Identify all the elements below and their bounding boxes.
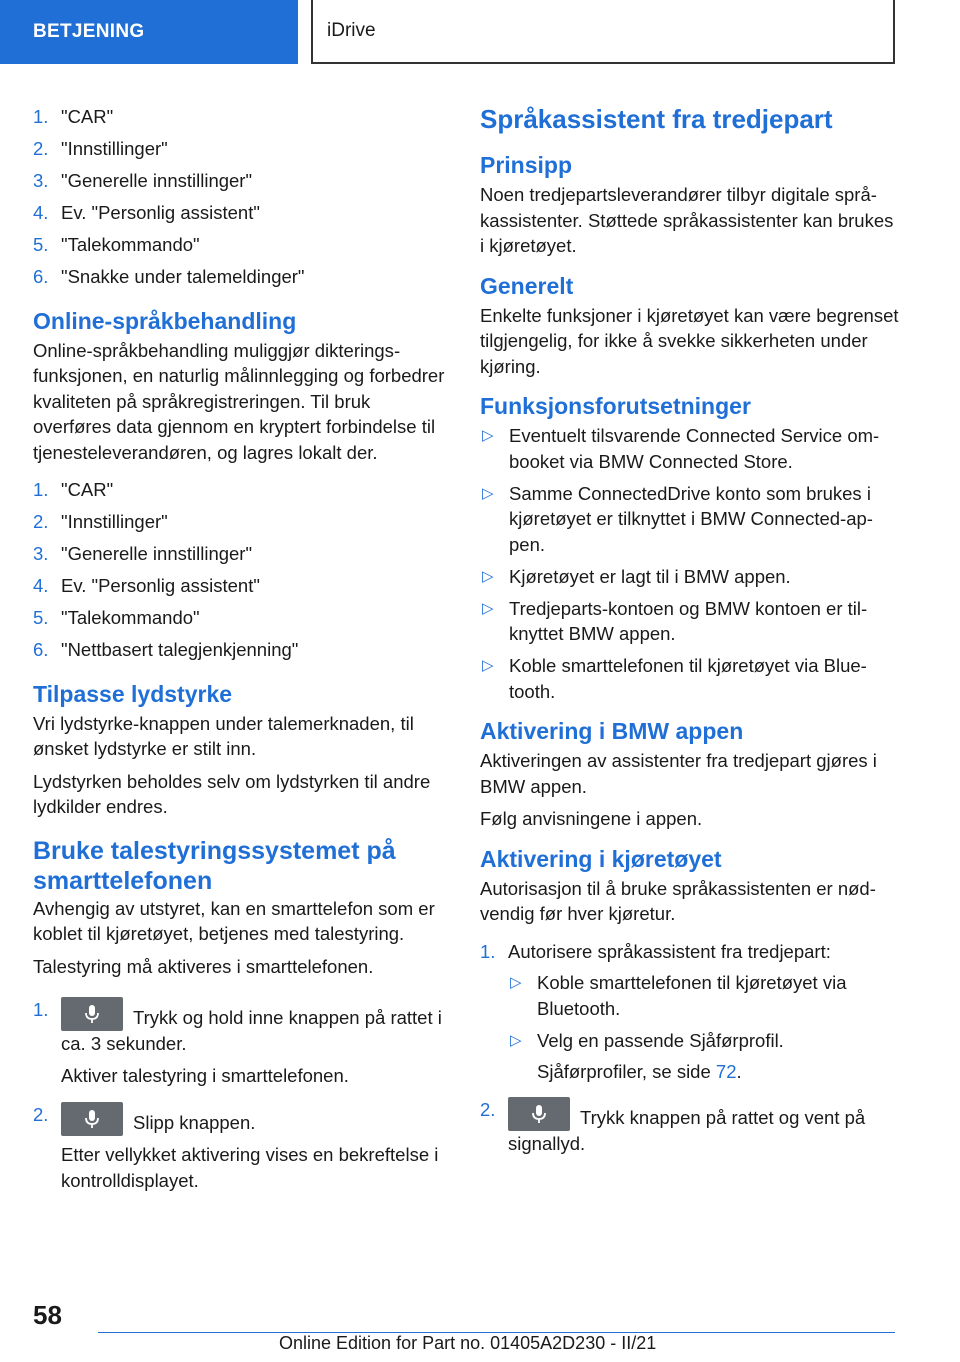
- paragraph-phone-1: Avhengig av utstyret, kan en smarttelefon som er koblet til kjøretøyet, betjenes med talestyring.: [33, 897, 435, 944]
- triangle-bullet-icon: ▷: [510, 1031, 522, 1049]
- triangle-bullet-icon: ▷: [510, 974, 522, 991]
- page-header: [0, 0, 960, 66]
- paragraph-general: Enkelte funksjoner i kjøretøyet kan være begrenset tilgjengelig, for ikke å svekke sikkerheten under kjøring.: [480, 304, 899, 377]
- list-item: 3. "Generelle innstillinger": [33, 543, 253, 564]
- list-item: ▷ Koble smarttelefonen til kjøretøyet via Bluetooth.: [482, 655, 867, 702]
- list-item: 1. Trykk og hold inne knappen på rattet i ca. 3 sekunder. Aktiver talestyring i smarttelefonen.: [33, 997, 451, 1088]
- menu-path-list-1: [33, 104, 451, 290]
- list-item: ▷ Velg en passende Sjåførprofil. Sjåførprofiler, se side 72.: [508, 1028, 900, 1085]
- list-item: 1. Autorisere språkassistent fra tredjepart: ▷ Koble smarttelefonen til kjøretøyet via Bluetooth. ▷ Velg en passende Sjåførprofil. Sjåførprofiler, se side 72.: [480, 939, 900, 1085]
- menu-path-list-2: [33, 477, 451, 663]
- heading-phone: Bruke talestyringssystemet på smarttelefonen: [33, 836, 396, 895]
- voice-button-icon: [61, 1102, 123, 1136]
- step-note: Aktiver talestyring i smarttelefonen.: [61, 1064, 349, 1086]
- triangle-bullet-icon: ▷: [482, 567, 494, 585]
- requirements-list: [480, 423, 900, 704]
- triangle-bullet-icon: ▷: [482, 484, 494, 502]
- heading-volume: Tilpasse lydstyrke: [33, 680, 233, 707]
- footer-edition: Online Edition for Part no. 01405A2D230 - II/21: [279, 1333, 657, 1353]
- list-item: 1. "CAR": [33, 479, 114, 500]
- heading-general: Generelt: [480, 272, 574, 299]
- list-item: 2. "Innstillinger": [33, 511, 168, 532]
- list-item: ▷ Koble smarttelefonen til kjøretøyet via Bluetooth.: [510, 972, 847, 1019]
- vehicle-steps: [480, 939, 900, 1157]
- triangle-bullet-icon: ▷: [482, 599, 494, 617]
- triangle-bullet-icon: ▷: [482, 427, 494, 444]
- list-item: 2. "Innstillinger": [33, 138, 168, 159]
- list-item: ▷ Samme ConnectedDrive konto som brukes i kjøretøyet er tilknyttet i BMW Connected-appen.: [482, 482, 873, 555]
- step-note: Etter vellykket aktivering vises en bekreftelse i kontrolldisplayet.: [61, 1144, 439, 1191]
- heading-online: Online-språkbehandling: [33, 307, 297, 334]
- paragraph-volume-1: Vri lydstyrke-knappen under talemerknaden, til ønsket lydstyrke er stilt inn.: [33, 712, 414, 759]
- list-item: ▷ Tredjeparts-kontoen og BMW kontoen er tilknyttet BMW appen.: [482, 597, 868, 644]
- heading-vehicle-activation: Aktivering i kjøretøyet: [480, 845, 722, 872]
- triangle-bullet-icon: ▷: [482, 657, 494, 674]
- list-item: 2. Trykk knappen på rattet og vent på signallyd.: [480, 1098, 866, 1154]
- paragraph-principle: Noen tredjepartsleverandører tilbyr digitale språkassistenter. Støttede språkassistenter kan brukes i kjøretøyet.: [480, 184, 894, 256]
- list-item: 4. Ev. "Personlig assistent": [33, 202, 260, 223]
- paragraph-vehicle: Autorisasjon til å bruke språkassistenten er nødvendig før hver kjøretur.: [480, 877, 876, 924]
- paragraph-app-1: Aktiveringen av assistenter fra tredjepart gjøres i BMW appen.: [480, 750, 877, 797]
- subsection-tab: iDrive: [311, 0, 895, 64]
- paragraph-volume-2: Lydstyrken beholdes selv om lydstyrken til andre lydkilder endres.: [33, 770, 431, 817]
- left-column: [33, 104, 451, 1200]
- list-item: 3. "Generelle innstillinger": [33, 170, 253, 191]
- page-number: 58: [33, 1300, 62, 1330]
- sub-list: [508, 970, 900, 1085]
- list-item: 6. "Snakke under talemeldinger": [33, 266, 305, 287]
- page-reference: Sjåførprofiler, se side 72.: [537, 1061, 742, 1082]
- phone-steps: [33, 997, 451, 1193]
- voice-button-icon: [61, 997, 123, 1031]
- list-item: 2. Slipp knappen. Etter vellykket aktivering vises en bekreftelse i kontrolldisplayet.: [33, 1102, 451, 1193]
- list-item: 1. "CAR": [33, 106, 114, 127]
- right-column: [480, 104, 900, 1163]
- list-item: 6. "Nettbasert talegjenkjenning": [33, 639, 299, 660]
- paragraph-phone-2: Talestyring må aktiveres i smarttelefonen.: [33, 955, 374, 977]
- list-item: 4. Ev. "Personlig assistent": [33, 575, 260, 596]
- list-item: 5. "Talekommando": [33, 607, 200, 628]
- page-title: Språkassistent fra tredjepart: [480, 104, 833, 134]
- list-item: ▷ Eventuelt tilsvarende Connected Service ombooket via BMW Connected Store.: [482, 425, 880, 472]
- paragraph-app-2: Følg anvisningene i appen.: [480, 808, 703, 829]
- list-item: 5. "Talekommando": [33, 234, 200, 255]
- paragraph-online: Online-språkbehandling muliggjør dikteringsfunksjonen, en naturlig målinnlegging og forbedrer kvaliteten på språkregistreringen. Til bruk overføres data gjennom en kryptert forbindelse til tjenesteleverandøren, og lagres lokalt der.: [33, 339, 445, 463]
- heading-principle: Prinsipp: [480, 152, 573, 178]
- voice-button-icon: [508, 1097, 570, 1131]
- page-link[interactable]: 72: [715, 1061, 737, 1082]
- heading-app-activation: Aktivering i BMW appen: [480, 718, 744, 744]
- list-item: ▷ Kjøretøyet er lagt til i BMW appen.: [480, 564, 900, 590]
- heading-requirements: Funksjonsforutsetninger: [480, 393, 751, 419]
- section-tab: BETJENING: [0, 0, 298, 64]
